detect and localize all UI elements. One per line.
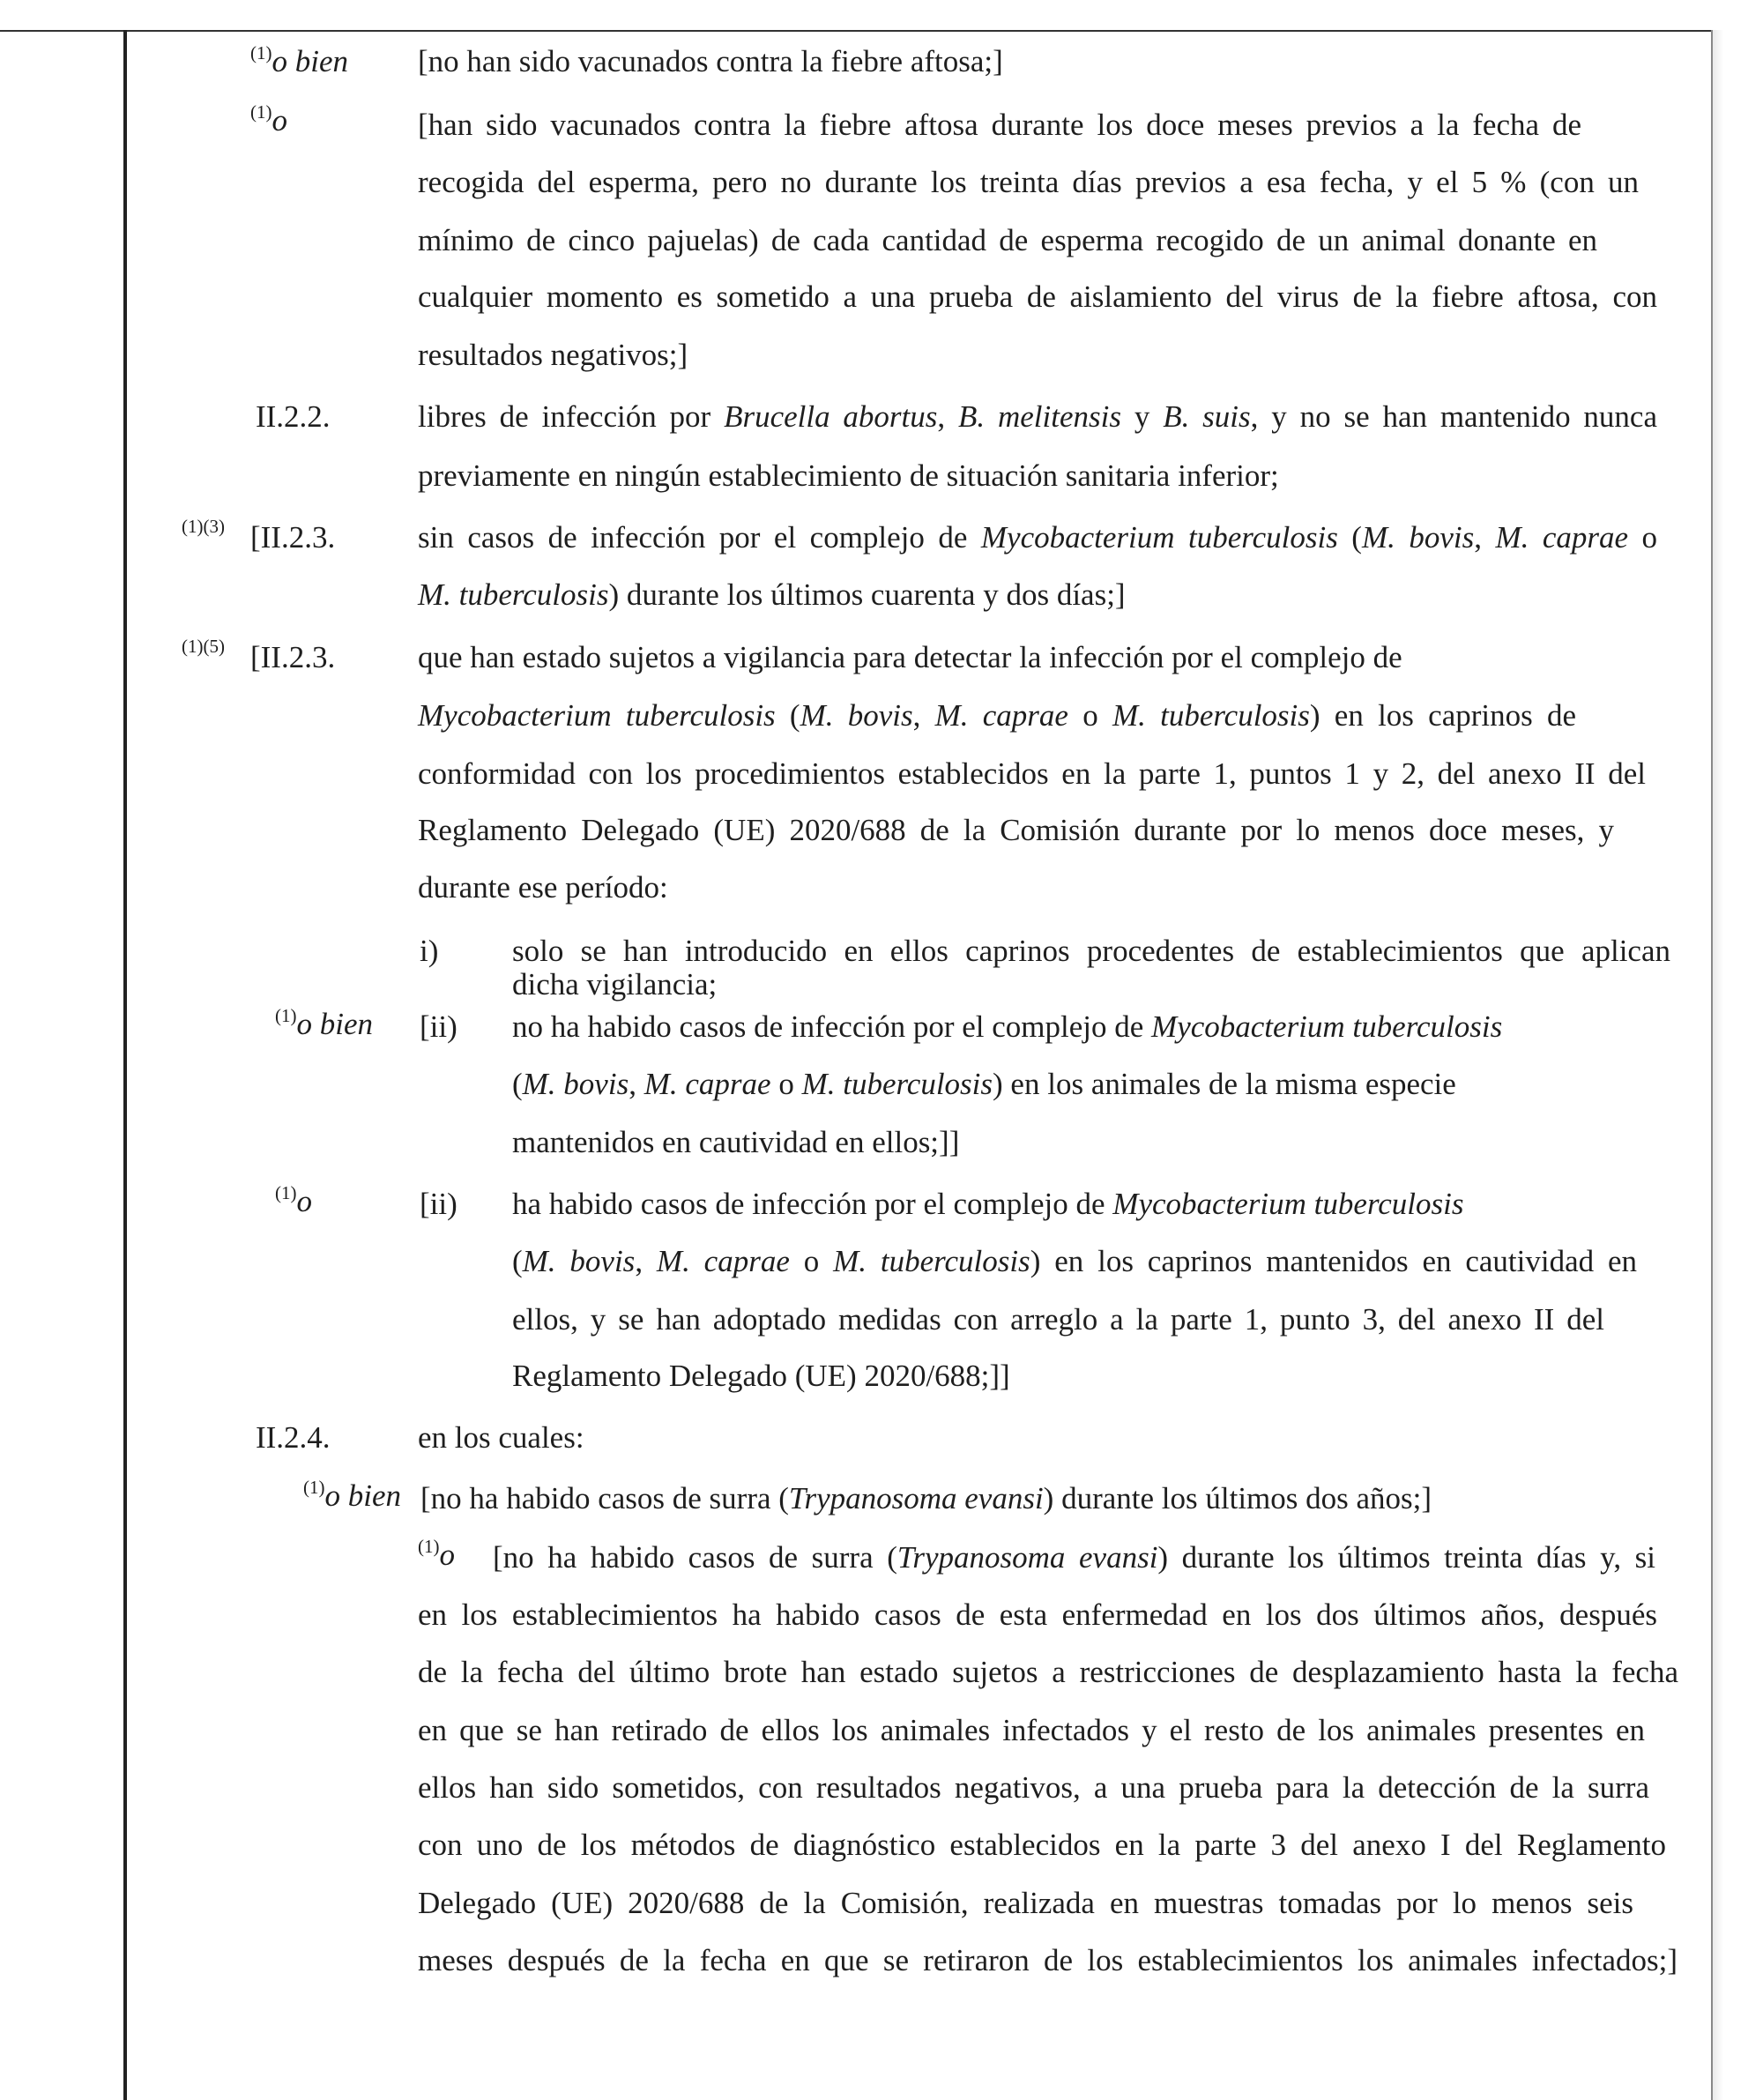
footnote-ref: (1): [250, 42, 272, 63]
paragraph-line: Reglamento Delegado (UE) 2020/688;]]: [512, 1359, 1010, 1393]
option-word: o bien: [296, 1007, 374, 1041]
footnote-ref: (1)(3): [182, 516, 225, 537]
footnote-ref: (1): [275, 1005, 297, 1026]
footnote-ref: (1): [250, 101, 272, 123]
paragraph-line: en los establecimientos ha habido casos de esta enfermedad en los dos últimos años, después: [418, 1597, 1657, 1632]
frame-shadow: [1713, 30, 1723, 2100]
paragraph-line: Delegado (UE) 2020/688 de la Comisión, realizada en muestras tomadas por lo menos seis: [418, 1886, 1633, 1920]
paragraph-line: con uno de los métodos de diagnóstico establecidos en la parte 3 del anexo I del Reglamento: [418, 1828, 1666, 1862]
paragraph-line: M. tuberculosis) durante los últimos cuarenta y dos días;]: [418, 577, 1126, 612]
paragraph-line: en que se han retirado de ellos los animales infectados y el resto de los animales presentes en: [418, 1713, 1645, 1747]
option-marker: [275, 1007, 373, 1046]
item-number: [ii): [420, 1187, 457, 1221]
paragraph-line: (M. bovis, M. caprae o M. tuberculosis) en los animales de la misma especie: [512, 1067, 1456, 1101]
paragraph-line: en los cuales:: [418, 1420, 584, 1455]
option-word: o bien: [272, 44, 349, 78]
paragraph-line: Reglamento Delegado (UE) 2020/688 de la Comisión durante por lo menos doce meses, y: [418, 813, 1614, 847]
option-marker: [182, 637, 225, 676]
paragraph-line: [han sido vacunados contra la fiebre aftosa durante los doce meses previos a la fecha de: [418, 108, 1581, 142]
section-number: [II.2.3.: [250, 520, 336, 555]
option-marker: [250, 103, 287, 142]
paragraph-line: mantenidos en cautividad en ellos;]]: [512, 1125, 960, 1159]
option-word: o: [439, 1538, 455, 1572]
paragraph-line: (M. bovis, M. caprae o M. tuberculosis) en los caprinos mantenidos en cautividad en: [512, 1244, 1638, 1278]
frame-left-border: [123, 30, 127, 2100]
paragraph-line: dicha vigilancia;: [512, 967, 718, 1002]
paragraph-line: ha habido casos de infección por el complejo de Mycobacterium tuberculosis: [512, 1187, 1464, 1221]
paragraph-line: mínimo de cinco pajuelas) de cada cantidad de esperma recogido de un animal donante en: [418, 223, 1597, 257]
paragraph-line: [no ha habido casos de surra (Trypanosoma evansi) durante los últimos treinta días y, si: [493, 1540, 1655, 1575]
paragraph-line: ellos, y se han adoptado medidas con arreglo a la parte 1, punto 3, del anexo II del: [512, 1302, 1604, 1337]
paragraph-line: cualquier momento es sometido a una prueba de aislamiento del virus de la fiebre aftosa, con: [418, 279, 1657, 314]
option-marker: [303, 1478, 401, 1517]
option-marker: [275, 1184, 312, 1223]
item-number: [ii): [420, 1009, 457, 1044]
paragraph-line: que han estado sujetos a vigilancia para detectar la infección por el complejo de: [418, 640, 1402, 674]
paragraph-line: solo se han introducido en ellos caprinos procedentes de establecimientos que aplican: [512, 934, 1670, 968]
paragraph-line: sin casos de infección por el complejo de Mycobacterium tuberculosis (M. bovis, M. caprae o: [418, 520, 1658, 555]
option-marker: [182, 518, 225, 556]
option-word: o: [296, 1184, 312, 1218]
frame-top-border: [0, 30, 1714, 32]
paragraph-line: [no ha habido casos de surra (Trypanosoma evansi) durante los últimos dos años;]: [420, 1481, 1432, 1515]
frame-right-border: [1711, 30, 1713, 2100]
paragraph-line: recogida del esperma, pero no durante los treinta días previos a esa fecha, y el 5 % (con un: [418, 165, 1639, 199]
paragraph-line: previamente en ningún establecimiento de situación sanitaria inferior;: [418, 458, 1279, 493]
paragraph-line: Mycobacterium tuberculosis (M. bovis, M. caprae o M. tuberculosis) en los caprinos de: [418, 698, 1577, 733]
footnote-ref: (1): [418, 1536, 440, 1557]
option-marker: [250, 44, 348, 83]
paragraph-line: no ha habido casos de infección por el complejo de Mycobacterium tuberculosis: [512, 1009, 1503, 1044]
footnote-ref: (1): [275, 1182, 297, 1203]
paragraph-line: ellos han sido sometidos, con resultados negativos, a una prueba para la detección de la surra: [418, 1770, 1649, 1805]
paragraph-line: de la fecha del último brote han estado sujetos a restricciones de desplazamiento hasta la fecha: [418, 1655, 1678, 1689]
section-number: II.2.2.: [256, 399, 331, 434]
paragraph-line: [no han sido vacunados contra la fiebre aftosa;]: [418, 44, 1003, 78]
paragraph-line: libres de infección por Brucella abortus, B. melitensis y B. suis, y no se han mantenido nunca: [418, 399, 1657, 434]
option-marker: [418, 1538, 455, 1576]
paragraph-line: meses después de la fecha en que se retiraron de los establecimientos los animales infectados;]: [418, 1943, 1677, 1977]
item-number: i): [420, 934, 439, 968]
footnote-ref: (1): [303, 1477, 325, 1498]
option-word: o bien: [324, 1478, 402, 1513]
section-number: II.2.4.: [256, 1420, 331, 1455]
footnote-ref: (1)(5): [182, 636, 225, 657]
paragraph-line: durante ese período:: [418, 870, 668, 905]
paragraph-line: conformidad con los procedimientos establecidos en la parte 1, puntos 1 y 2, del anexo II del: [418, 756, 1646, 791]
paragraph-line: resultados negativos;]: [418, 338, 688, 372]
option-word: o: [272, 103, 287, 138]
section-number: [II.2.3.: [250, 640, 336, 674]
